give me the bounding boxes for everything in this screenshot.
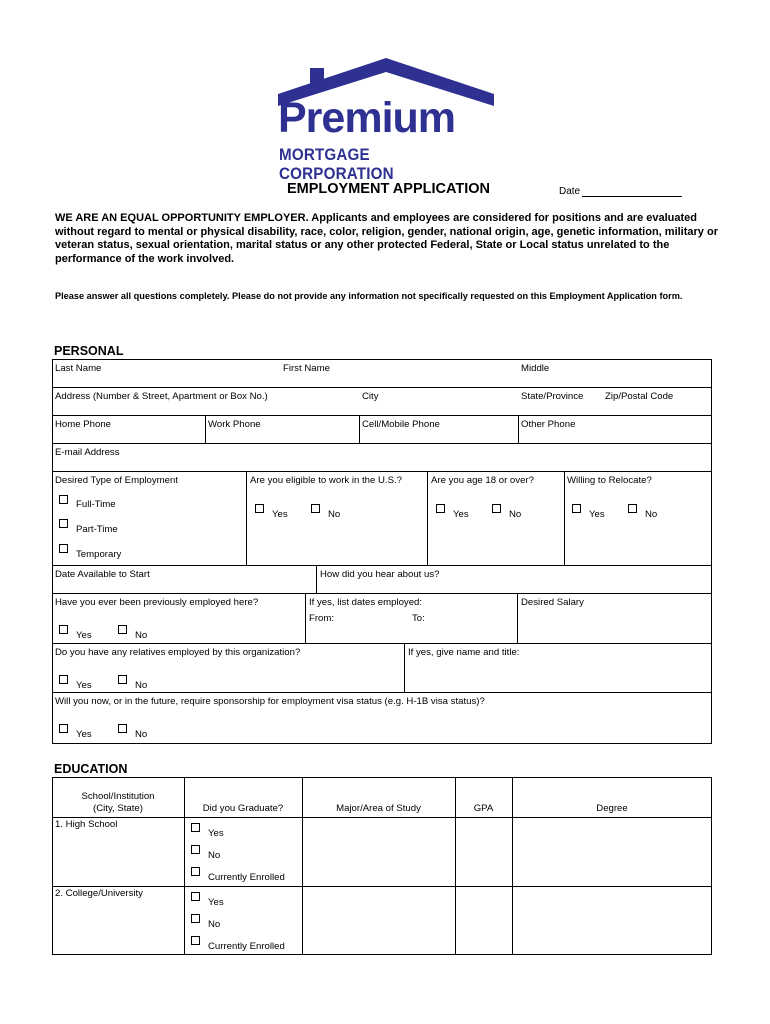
sponsorship-yes-label: Yes: [76, 729, 92, 740]
relocate-no-checkbox[interactable]: [628, 504, 637, 513]
temporary-label: Temporary: [76, 549, 122, 560]
sponsorship-question: Will you now, or in the future, require sponsorship for employment visa status (e.g. H-1B visa status)?: [55, 696, 485, 707]
eligible-yes-label: Yes: [272, 509, 288, 520]
cell-phone-field[interactable]: Cell/Mobile Phone: [362, 419, 440, 430]
full-time-checkbox[interactable]: [59, 495, 68, 504]
sponsorship-yes-checkbox[interactable]: [59, 724, 68, 733]
col-header-major: Major/Area of Study: [336, 803, 421, 814]
relatives-no-label: No: [135, 680, 148, 691]
college-no-checkbox[interactable]: [191, 914, 200, 923]
college-enrolled-checkbox[interactable]: [191, 936, 200, 945]
col-header-city-state: (City, State): [93, 803, 143, 814]
date-field[interactable]: [582, 196, 682, 197]
company-logo: [276, 54, 496, 183]
first-name-field[interactable]: First Name: [283, 363, 330, 374]
city-field[interactable]: City: [362, 391, 379, 402]
dates-employed-label: If yes, list dates employed:: [309, 597, 423, 608]
state-field[interactable]: State/Province: [521, 391, 584, 402]
eligible-no-label: No: [328, 509, 341, 520]
relocate-yes-label: Yes: [589, 509, 605, 520]
eligible-no-checkbox[interactable]: [311, 504, 320, 513]
sponsorship-no-label: No: [135, 729, 148, 740]
relatives-question: Do you have any relatives employed by this organization?: [55, 647, 301, 658]
age-yes-label: Yes: [453, 509, 469, 520]
date-label: Date: [559, 186, 581, 197]
college-enrolled-label: Currently Enrolled: [208, 941, 285, 952]
relatives-yes-checkbox[interactable]: [59, 675, 68, 684]
part-time-checkbox[interactable]: [59, 519, 68, 528]
eeo-statement: WE ARE AN EQUAL OPPORTUNITY EMPLOYER. Applicants and employees are considered for positions and are evaluated without regard to mental or physical disability, race, color, religion, gender, national origin, age, genetic information, military or veteran status, sexual orientation, marital status or any other protected Federal, State or Local status unrelated to the performance of the work involved.: [55, 212, 718, 265]
hs-yes-label: Yes: [208, 828, 224, 839]
education-heading: EDUCATION: [54, 762, 128, 776]
email-field[interactable]: E-mail Address: [55, 447, 120, 458]
high-school-field[interactable]: 1. High School: [55, 819, 118, 830]
instruction-text: Please answer all questions completely. Please do not provide any information not specifically requested on this Employment Application form.: [55, 291, 683, 301]
college-no-label: No: [208, 919, 221, 930]
hs-no-checkbox[interactable]: [191, 845, 200, 854]
temporary-checkbox[interactable]: [59, 544, 68, 553]
eligible-yes-checkbox[interactable]: [255, 504, 264, 513]
college-yes-checkbox[interactable]: [191, 892, 200, 901]
col-header-gpa: GPA: [473, 803, 494, 814]
relocate-yes-checkbox[interactable]: [572, 504, 581, 513]
college-yes-label: Yes: [208, 897, 224, 908]
full-time-label: Full-Time: [76, 499, 116, 510]
personal-heading: PERSONAL: [54, 344, 124, 358]
from-field[interactable]: From:: [309, 613, 335, 624]
prev-employed-no-checkbox[interactable]: [118, 625, 127, 634]
logo-wordmark: Premium: [278, 94, 456, 142]
hs-no-label: No: [208, 850, 221, 861]
address-field[interactable]: Address (Number & Street, Apartment or Box No.): [55, 391, 268, 402]
relatives-no-checkbox[interactable]: [118, 675, 127, 684]
middle-name-field[interactable]: Middle: [521, 363, 550, 374]
relatives-yes-label: Yes: [76, 680, 92, 691]
col-header-degree: Degree: [596, 803, 628, 814]
college-field[interactable]: 2. College/University: [55, 888, 143, 899]
age-question: Are you age 18 or over?: [431, 475, 534, 486]
last-name-field[interactable]: Last Name: [55, 363, 102, 374]
to-field[interactable]: To:: [412, 613, 425, 624]
age-yes-checkbox[interactable]: [436, 504, 445, 513]
prev-employed-no-label: No: [135, 630, 148, 641]
prev-employed-yes-label: Yes: [76, 630, 92, 641]
relocate-question: Willing to Relocate?: [567, 475, 652, 486]
relocate-no-label: No: [645, 509, 658, 520]
desired-salary-field[interactable]: Desired Salary: [521, 597, 584, 608]
prev-employed-question: Have you ever been previously employed here?: [55, 597, 259, 608]
col-header-school: School/Institution: [81, 791, 155, 802]
desired-type-label: Desired Type of Employment: [55, 475, 178, 486]
prev-employed-yes-checkbox[interactable]: [59, 625, 68, 634]
how-hear-field[interactable]: How did you hear about us?: [320, 569, 440, 580]
home-phone-field[interactable]: Home Phone: [55, 419, 111, 430]
col-header-graduate: Did you Graduate?: [202, 803, 284, 814]
relative-name-field[interactable]: If yes, give name and title:: [408, 647, 520, 658]
logo-subtitle: MORTGAGE CORPORATION: [279, 146, 394, 183]
hs-enrolled-checkbox[interactable]: [191, 867, 200, 876]
sponsorship-no-checkbox[interactable]: [118, 724, 127, 733]
other-phone-field[interactable]: Other Phone: [521, 419, 576, 430]
hs-yes-checkbox[interactable]: [191, 823, 200, 832]
eligible-question: Are you eligible to work in the U.S.?: [250, 475, 402, 486]
hs-enrolled-label: Currently Enrolled: [208, 872, 285, 883]
work-phone-field[interactable]: Work Phone: [208, 419, 261, 430]
date-available-field[interactable]: Date Available to Start: [55, 569, 150, 580]
page-title: EMPLOYMENT APPLICATION: [287, 181, 490, 197]
age-no-checkbox[interactable]: [492, 504, 501, 513]
zip-field[interactable]: Zip/Postal Code: [605, 391, 674, 402]
age-no-label: No: [509, 509, 522, 520]
part-time-label: Part-Time: [76, 524, 118, 535]
